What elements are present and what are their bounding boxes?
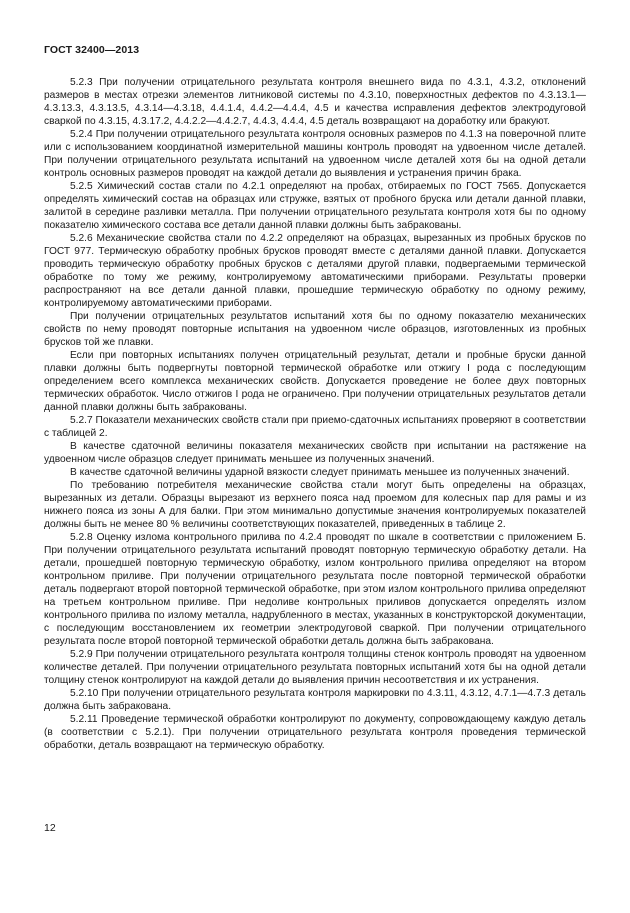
paragraph-5-2-4: 5.2.4 При получении отрицательного результата контроля основных размеров по 4.1.3 на поверочной плите или с использованием координатной измерительной машины контроль проводят на удвоенном числе деталей. При получении отрицательного результата испытаний на удвоенном числе деталей хотя бы на одной детали контроль основных размеров проводят на каждой детали до выявления и устранения причин брака.: [44, 129, 586, 179]
paragraph-5-2-5: 5.2.5 Химический состав стали по 4.2.1 определяют на пробах, отбираемых по ГОСТ 7565. Допускается определять химический состав на образцах или стружке, взятых от пробного бруска или детали данной плавки, залитой в середине разливки металла. При получении отрицательного результата контроля хотя бы по одному показателю химического состава все детали данной плавки должны быть забракованы.: [44, 181, 586, 231]
paragraph-5-2-6: 5.2.6 Механические свойства стали по 4.2.2 определяют на образцах, вырезанных из пробных брусков по ГОСТ 977. Термическую обработку пробных брусков проводят вместе с деталями данной плавки. Допускается проводить термическую обработку пробных брусков с деталями другой плавки, подвергаемыми термической обработке по тому же режиму, контролируемому автоматическими приборами. Результаты проверки распространяют на все детали данной плавки, прошедшие термическую обработку по одному режиму, контролируемому автоматическими приборами.: [44, 233, 586, 309]
page-number: 12: [44, 822, 56, 834]
paragraph: По требованию потребителя механические свойства стали могут быть определены на образцах, вырезанных из детали. Образцы вырезают из верхнего пояса над проемом для колесных пар для рамы и из нижнего пояса из зоны А для балки. При этом минимально допустимые значения контролируемых показателей должны быть не менее 80 % величины соответствующих показателей, приведенных в таблице 2.: [44, 480, 586, 530]
paragraph-5-2-9: 5.2.9 При получении отрицательного результата контроля толщины стенок контроль проводят на удвоенном количестве деталей. При получении отрицательного результата повторных испытаний хотя бы на одной детали толщину стенок контролируют на каждой детали до выявления причин несоответствия и их устранения.: [44, 649, 586, 686]
paragraph-5-2-8: 5.2.8 Оценку излома контрольного прилива по 4.2.4 проводят по шкале в соответствии с приложением Б. При получении отрицательного результата испытаний проводят повторную термическую обработку детали. На детали, прошедшей повторную термическую обработку, излом контрольного прилива определяют на втором контрольном приливе. При получении отрицательного результата после повторной термической обработки деталь подвергают второй повторной термической обработке, при этом излом контрольного прилива определяют на третьем контрольном приливе. При недоливе контрольных приливов допускается определять излом контрольного прилива по излому металла, надрубленного в местах, указанных в конструкторской документации, с последующим восстановлением их геометрии электродуговой сваркой. При получении отрицательного результата после второй повторной термической обработки деталь должна быть забракована.: [44, 532, 586, 647]
document-body: [44, 76, 586, 752]
paragraph: В качестве сдаточной величины показателя механических свойств при испытании на растяжение на удвоенном числе образцов следует принимать меньшее из полученных значений.: [44, 441, 586, 465]
paragraph: При получении отрицательных результатов испытаний хотя бы по одному показателю механических свойств по нему проводят повторные испытания на удвоенном числе образцов, изготовленных из пробных брусков той же плавки.: [44, 311, 586, 348]
paragraph: В качестве сдаточной величины ударной вязкости следует принимать меньшее из полученных значений.: [70, 467, 570, 478]
document-header: ГОСТ 32400—2013: [44, 44, 140, 56]
paragraph-5-2-11: 5.2.11 Проведение термической обработки контролируют по документу, сопровождающему каждую деталь (в соответствии с 5.2.1). При получении отрицательного результата контроля проведения термической обработки, деталь возвращают на термическую обработку.: [44, 714, 586, 751]
paragraph-5-2-3: 5.2.3 При получении отрицательного результата контроля внешнего вида по 4.3.1, 4.3.2, отклонений размеров в местах отрезки элементов литниковой системы по 4.3.10, поверхностных дефектов по 4.3.13.1—4.3.13.3, 4.3.13.5, 4.3.14—4.3.18, 4.4.1.4, 4.4.2—4.4.4, 4.5 и качества исправления дефектов электродуговой сваркой по 4.3.15, 4.3.17.2, 4.4.2.2—4.4.2.7, 4.4.3, 4.4.4, 4.5 деталь возвращают на доработку или бракуют.: [44, 77, 586, 127]
paragraph: Если при повторных испытаниях получен отрицательный результат, детали и пробные бруски данной плавки должны быть подвергнуты повторной термической обработке или отжигу I рода с последующим определением всего комплекса механических свойств. Допускается проведение не более двух повторных термических обработок. Число отжигов I рода не ограничено. При получении отрицательных результатов детали данной плавки должны быть забракованы.: [44, 350, 586, 413]
paragraph-5-2-10: 5.2.10 При получении отрицательного результата контроля маркировки по 4.3.11, 4.3.12, 4.7.1—4.7.3 деталь должна быть забракована.: [44, 688, 586, 712]
paragraph-5-2-7: 5.2.7 Показатели механических свойств стали при приемо-сдаточных испытаниях проверяют в соответствии с таблицей 2.: [44, 415, 586, 439]
